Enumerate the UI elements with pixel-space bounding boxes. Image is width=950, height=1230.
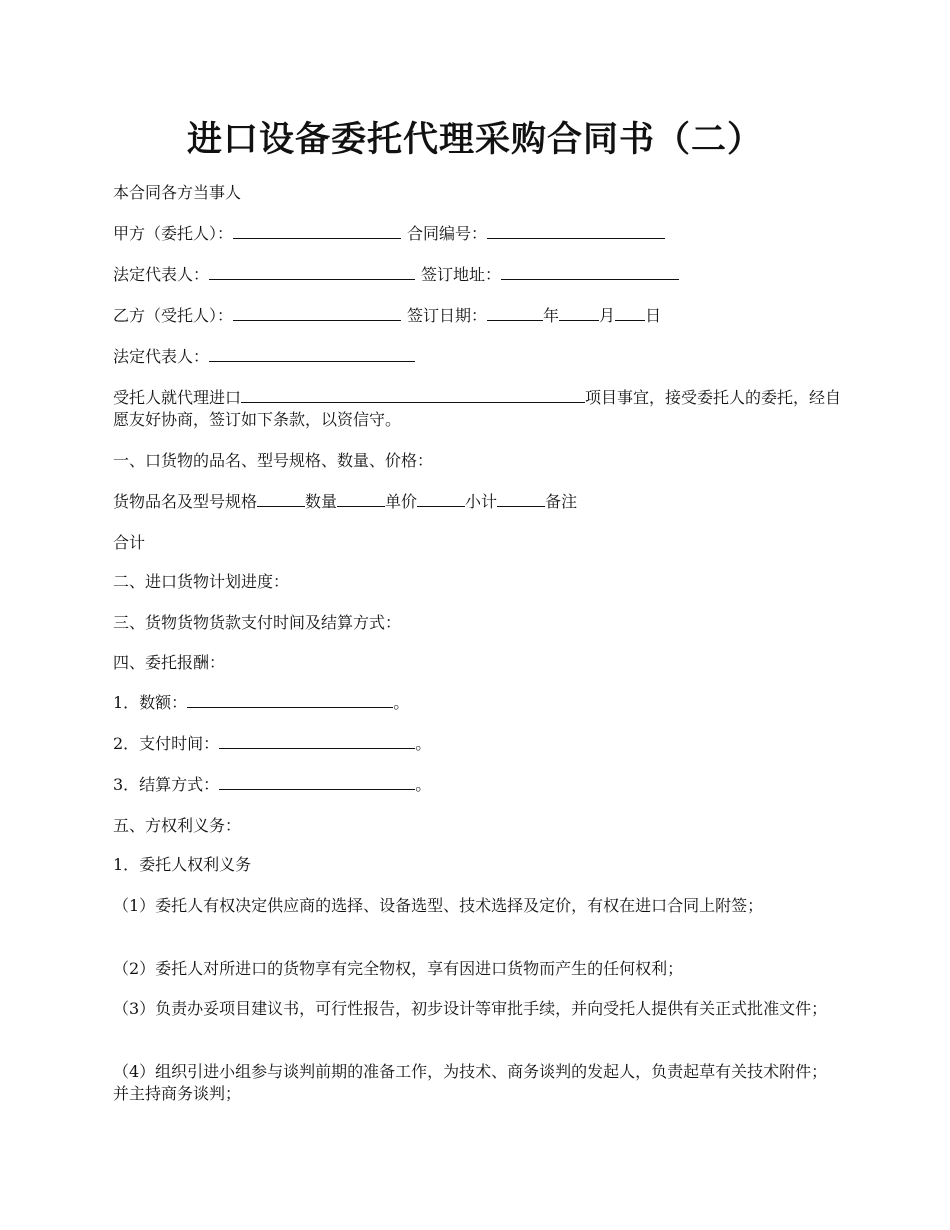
goods-col-qty: 数量	[305, 492, 338, 511]
goods-blank-2	[337, 491, 385, 507]
intro-paragraph	[113, 387, 843, 431]
section-5-heading: 五、方权利义务：	[113, 816, 242, 835]
month-blank	[559, 305, 599, 321]
party-b-label: 乙方（受托人）：	[113, 306, 234, 325]
legal-rep-label-1: 法定代表人：	[113, 265, 210, 284]
item-2-blank	[219, 733, 415, 749]
paragraph-1: （1）委托人有权决定供应商的选择、设备选型、技术选择及定价，有权在进口合同上附签；	[113, 896, 764, 915]
paragraph-4: （4）组织引进小组参与谈判前期的准备工作，为技术、商务谈判的发起人，负责起草有关技术附件；并主持商务谈判；	[113, 1062, 828, 1103]
item-2-end: 。	[415, 734, 432, 753]
item-1-blank	[187, 692, 393, 708]
legal-rep-line-1	[113, 264, 679, 286]
day-label: 日	[645, 306, 662, 325]
paragraph-3: （3）负责办妥项目建议书，可行性报告，初步设计等审批手续，并向受托人提供有关正式批准文件；	[113, 999, 828, 1018]
year-label: 年	[543, 306, 560, 325]
parties-intro: 本合同各方当事人	[113, 183, 242, 202]
section-2-heading: 二、进口货物计划进度：	[113, 572, 290, 591]
section-3-heading: 三、货物货物货款支付时间及结算方式：	[113, 613, 402, 632]
item-3-label: 3．结算方式：	[113, 775, 220, 794]
item-3-end: 。	[415, 775, 432, 794]
goods-col-remark: 备注	[545, 492, 578, 511]
document-title: 进口设备委托代理采购合同书（二）	[186, 119, 763, 160]
legal-rep-line-2	[113, 346, 415, 368]
goods-col-subtotal: 小计	[465, 492, 498, 511]
item-2-payment-time	[113, 733, 431, 755]
item-1-label: 1．数额：	[113, 693, 188, 712]
sign-place-blank	[501, 264, 679, 280]
month-label: 月	[599, 306, 616, 325]
item-2-label: 2．支付时间：	[113, 734, 220, 753]
intro-prefix: 受托人就代理进口	[113, 388, 242, 407]
sign-place-label: 签订地址：	[421, 265, 502, 284]
contract-no-label: 合同编号：	[407, 224, 488, 243]
party-a-label: 甲方（委托人）：	[113, 224, 234, 243]
project-blank	[241, 387, 585, 403]
total-label: 合计	[113, 533, 146, 552]
party-b-line	[113, 305, 661, 327]
party-a-blank	[233, 223, 401, 239]
goods-row	[113, 491, 577, 513]
party-a-line	[113, 223, 665, 245]
legal-rep-label-2: 法定代表人：	[113, 347, 210, 366]
section-1-heading: 一、口货物的品名、型号规格、数量、价格：	[113, 451, 434, 470]
item-1-amount	[113, 692, 409, 714]
day-blank	[615, 305, 645, 321]
subsection-1-heading: 1．委托人权利义务	[113, 855, 252, 874]
contract-no-blank	[487, 223, 665, 239]
goods-blank-1	[257, 491, 305, 507]
goods-col-price: 单价	[385, 492, 418, 511]
paragraph-2: （2）委托人对所进口的货物享有完全物权，享有因进口货物而产生的任何权利；	[113, 959, 684, 978]
goods-col-name: 货物品名及型号规格	[113, 492, 258, 511]
legal-rep-blank-2	[209, 346, 415, 362]
goods-blank-4	[497, 491, 545, 507]
legal-rep-blank-1	[209, 264, 415, 280]
party-b-blank	[233, 305, 401, 321]
item-3-blank	[219, 774, 415, 790]
section-4-heading: 四、委托报酬：	[113, 653, 226, 672]
item-3-settlement	[113, 774, 431, 796]
goods-blank-3	[417, 491, 465, 507]
year-blank	[487, 305, 543, 321]
intro-suffix: 项目事宜，接受委托人的委托，经自愿友好协商，签订如下条款，以资信守。	[113, 388, 842, 429]
item-1-end: 。	[393, 693, 410, 712]
sign-date-label: 签订日期：	[407, 306, 488, 325]
